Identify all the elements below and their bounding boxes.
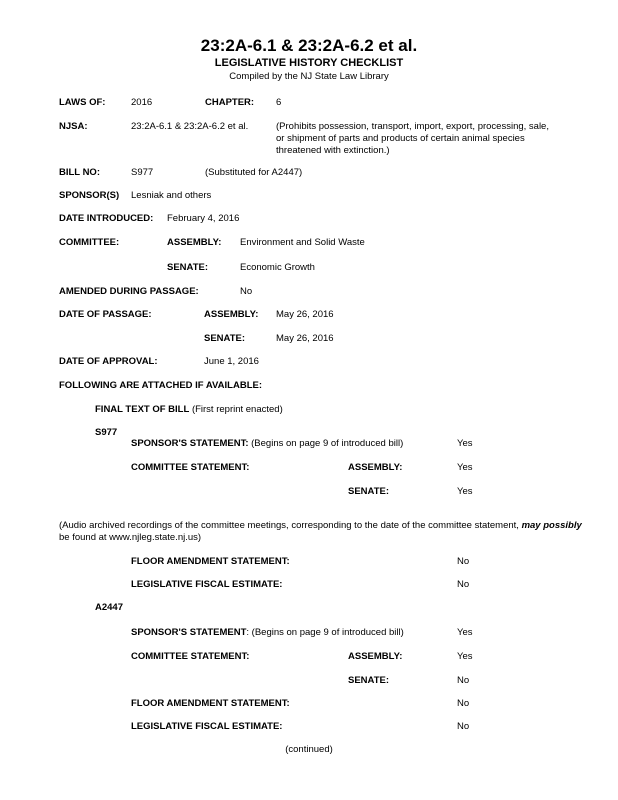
a2447-fiscal-estimate-value: No: [457, 721, 470, 732]
date-introduced-label: DATE INTRODUCED:: [59, 213, 154, 224]
s977-floor-amendment-value: No: [457, 556, 470, 567]
final-text-note: (First reprint enacted): [191, 404, 283, 415]
bill-substituted-note: (Substituted for A2447): [205, 167, 303, 178]
a2447-committee-assembly-value: Yes: [457, 651, 473, 662]
a2447-sponsor-statement-label: SPONSOR'S STATEMENT: [131, 627, 247, 638]
audio-note-line-1: [59, 520, 582, 532]
a2447-fiscal-estimate-label: LEGISLATIVE FISCAL ESTIMATE:: [131, 721, 283, 732]
a2447-sponsor-statement-value: Yes: [457, 627, 473, 638]
chapter-value: 6: [276, 97, 282, 108]
audio-note-emphasis: may possibly: [521, 520, 582, 531]
s977-fiscal-estimate-value: No: [457, 579, 470, 590]
date-of-approval-label: DATE OF APPROVAL:: [59, 356, 158, 367]
s977-floor-amendment-label: FLOOR AMENDMENT STATEMENT:: [131, 556, 290, 567]
date-introduced-value: February 4, 2016: [167, 213, 240, 224]
s977-fiscal-estimate-label: LEGISLATIVE FISCAL ESTIMATE:: [131, 579, 283, 590]
amended-label: AMENDED DURING PASSAGE:: [59, 286, 199, 297]
chapter-label: CHAPTER:: [205, 97, 255, 108]
bill-no-label: BILL NO:: [59, 167, 100, 178]
a2447-committee-statement-label: COMMITTEE STATEMENT:: [131, 651, 250, 662]
a2447-label: A2447: [95, 602, 123, 613]
final-text-line: [95, 404, 283, 416]
s977-sponsor-statement-value: Yes: [457, 438, 473, 449]
s977-committee-assembly-value: Yes: [457, 462, 473, 473]
passage-senate-label: SENATE:: [204, 333, 245, 344]
laws-of-value: 2016: [131, 97, 153, 108]
page-title: 23:2A-6.1 & 23:2A-6.2 et al.: [200, 36, 418, 55]
passage-assembly-label: ASSEMBLY:: [204, 309, 259, 320]
committee-label: COMMITTEE:: [59, 237, 120, 248]
a2447-sponsor-statement: [131, 627, 404, 639]
njsa-description: (Prohibits possession, transport, import, export, processing, sale, or shipment of parts and products of certain animal species threatened with extinction.): [276, 121, 549, 156]
a2447-floor-amendment-value: No: [457, 698, 470, 709]
committee-senate-value: Economic Growth: [240, 262, 315, 273]
committee-assembly-value: Environment and Solid Waste: [240, 237, 365, 248]
final-text-label: FINAL TEXT OF BILL: [95, 404, 190, 415]
committee-assembly-label: ASSEMBLY:: [167, 237, 222, 248]
s977-committee-statement-label: COMMITTEE STATEMENT:: [131, 462, 250, 473]
njsa-value: 23:2A-6.1 & 23:2A-6.2 et al.: [131, 121, 249, 132]
a2447-floor-amendment-label: FLOOR AMENDMENT STATEMENT:: [131, 698, 290, 709]
a2447-committee-assembly-label: ASSEMBLY:: [348, 651, 403, 662]
passage-senate-value: May 26, 2016: [276, 333, 334, 344]
s977-committee-senate-value: Yes: [457, 486, 473, 497]
passage-assembly-value: May 26, 2016: [276, 309, 334, 320]
page-subtitle: LEGISLATIVE HISTORY CHECKLIST: [214, 57, 404, 69]
s977-sponsor-statement-label: SPONSOR'S STATEMENT:: [131, 438, 249, 449]
s977-committee-assembly-label-text: ASSEMBLY:: [348, 462, 403, 473]
bill-no-value: S977: [131, 167, 154, 178]
a2447-committee-senate-value: No: [457, 675, 470, 686]
audio-note-part1: (Audio archived recordings of the committee meetings, corresponding to the date of the committee statement,: [59, 520, 522, 531]
audio-note-part2: be found at www.njleg.state.nj.us): [59, 532, 202, 543]
attached-heading: FOLLOWING ARE ATTACHED IF AVAILABLE:: [59, 380, 262, 391]
s977-sponsor-statement: [131, 438, 403, 450]
njsa-label: NJSA:: [59, 121, 88, 132]
continued-note: (continued): [285, 744, 333, 755]
a2447-sponsor-statement-note: : (Begins on page 9 of introduced bill): [246, 627, 404, 638]
a2447-committee-senate-label: SENATE:: [348, 675, 389, 686]
s977-committee-senate-label: SENATE:: [348, 486, 389, 497]
sponsors-label: SPONSOR(S): [59, 190, 120, 201]
compiled-by: Compiled by the NJ State Law Library: [229, 71, 389, 82]
s977-label: S977: [95, 427, 118, 438]
s977-sponsor-statement-note: (Begins on page 9 of introduced bill): [251, 438, 404, 449]
s977-committee-assembly-label: [348, 462, 402, 474]
date-of-passage-label: DATE OF PASSAGE:: [59, 309, 152, 320]
date-of-approval-value: June 1, 2016: [204, 356, 259, 367]
sponsors-value: Lesniak and others: [131, 190, 212, 201]
amended-value: No: [240, 286, 253, 297]
committee-senate-label: SENATE:: [167, 262, 208, 273]
laws-of-label: LAWS OF:: [59, 97, 106, 108]
